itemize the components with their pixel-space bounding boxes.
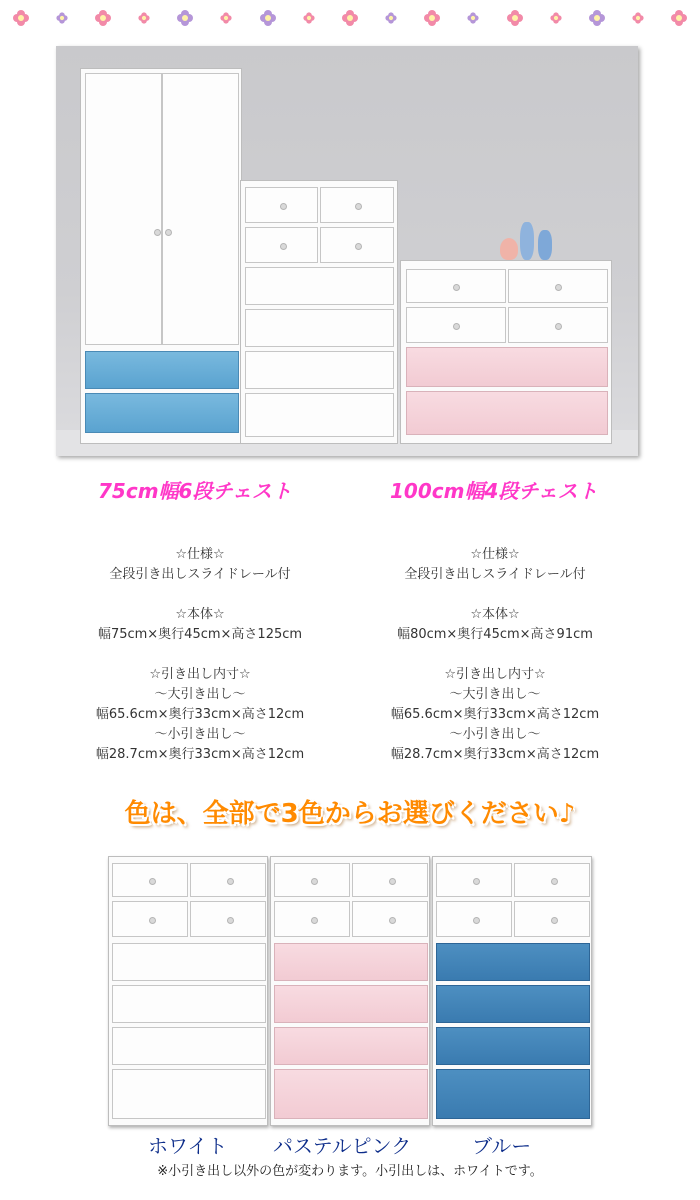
- small-drawer: [406, 269, 506, 303]
- flower-border: [0, 4, 700, 32]
- wardrobe-left-door: [85, 73, 162, 345]
- flower-icon: [589, 10, 605, 26]
- small-drawer: [352, 901, 428, 937]
- chest-blue: [432, 856, 592, 1126]
- chest-100cm: [400, 260, 612, 444]
- inner-title: ☆引き出し内寸☆: [149, 667, 251, 682]
- large-drawer: [112, 1069, 266, 1119]
- vase-blue: [520, 222, 534, 260]
- spec-title: ☆仕様☆: [175, 547, 225, 562]
- product-photo: [56, 46, 638, 456]
- flower-icon: [386, 12, 397, 23]
- product-caption-100cm: 100cm幅4段チェスト: [390, 479, 598, 503]
- pink-drawer: [406, 391, 608, 435]
- vase-blue: [538, 230, 552, 260]
- wardrobe: [80, 68, 242, 444]
- flower-icon: [550, 12, 561, 23]
- large-drawer: [245, 351, 394, 389]
- wardrobe-blue-drawer: [85, 393, 239, 433]
- wardrobe-right-door: [162, 73, 239, 345]
- small-drawer-label: ～小引き出し～: [154, 727, 246, 742]
- pink-drawer: [406, 347, 608, 387]
- pink-drawer: [274, 985, 428, 1023]
- flower-icon: [177, 10, 193, 26]
- product-caption-75cm: 75cm幅6段チェスト: [98, 479, 292, 503]
- pink-drawer: [274, 943, 428, 981]
- chest-white: [108, 856, 268, 1126]
- large-drawer: [245, 267, 394, 305]
- color-label-pastel-pink: パステルピンク: [273, 1134, 412, 1158]
- blue-drawer: [436, 943, 590, 981]
- small-drawer: [514, 863, 590, 897]
- flower-icon: [260, 10, 276, 26]
- large-drawer: [245, 309, 394, 347]
- flower-icon: [138, 12, 149, 23]
- small-drawer-size: 幅28.7cm×奥行33cm×高さ12cm: [95, 747, 305, 762]
- small-drawer-size: 幅28.7cm×奥行33cm×高さ12cm: [390, 747, 600, 762]
- spec-text: 全段引き出しスライドレール付: [109, 567, 291, 582]
- chest-75cm: [240, 180, 398, 444]
- color-label-white: ホワイト: [148, 1134, 228, 1158]
- inner-title: ☆引き出し内寸☆: [444, 667, 546, 682]
- spec-text: 全段引き出しスライドレール付: [404, 567, 586, 582]
- small-drawer: [112, 863, 188, 897]
- flower-icon: [507, 10, 523, 26]
- body-title: ☆本体☆: [470, 607, 520, 622]
- small-drawer: [508, 307, 608, 343]
- color-choice-banner: 色は、全部で3色からお選びください♪: [124, 799, 576, 829]
- small-drawer: [274, 901, 350, 937]
- small-drawer: [245, 227, 318, 263]
- small-drawer: [245, 187, 318, 223]
- flower-icon: [303, 12, 314, 23]
- small-drawer: [514, 901, 590, 937]
- large-drawer: [112, 943, 266, 981]
- blue-drawer: [436, 1027, 590, 1065]
- flower-icon: [221, 12, 232, 23]
- large-drawer-label: ～大引き出し～: [154, 687, 246, 702]
- small-drawer: [436, 863, 512, 897]
- large-drawer-size: 幅65.6cm×奥行33cm×高さ12cm: [390, 707, 600, 722]
- small-drawer: [190, 901, 266, 937]
- wardrobe-blue-drawer: [85, 351, 239, 389]
- flower-icon: [56, 12, 67, 23]
- vase-pink: [500, 238, 518, 260]
- pink-drawer: [274, 1069, 428, 1119]
- body-title: ☆本体☆: [175, 607, 225, 622]
- small-drawer: [320, 187, 394, 223]
- chest-pastel-pink: [270, 856, 430, 1126]
- blue-drawer: [436, 985, 590, 1023]
- small-drawer: [436, 901, 512, 937]
- color-variants-photo: [108, 856, 594, 1128]
- spec-column-100cm: [335, 545, 655, 765]
- wardrobe-knob: [154, 229, 161, 236]
- small-drawer: [274, 863, 350, 897]
- blue-drawer: [436, 1069, 590, 1119]
- spec-column-75cm: [40, 545, 360, 765]
- large-drawer: [112, 985, 266, 1023]
- small-drawer: [406, 307, 506, 343]
- small-drawer: [508, 269, 608, 303]
- flower-icon: [95, 10, 111, 26]
- flower-icon: [633, 12, 644, 23]
- small-drawer-label: ～小引き出し～: [449, 727, 541, 742]
- pink-drawer: [274, 1027, 428, 1065]
- small-drawer: [190, 863, 266, 897]
- small-drawer: [320, 227, 394, 263]
- flower-icon: [13, 10, 29, 26]
- body-text: 幅80cm×奥行45cm×高さ91cm: [397, 627, 593, 642]
- large-drawer: [112, 1027, 266, 1065]
- large-drawer-label: ～大引き出し～: [449, 687, 541, 702]
- color-note: ※小引き出し以外の色が変わります。小引出しは、ホワイトです。: [157, 1164, 543, 1179]
- wardrobe-knob: [165, 229, 172, 236]
- large-drawer-size: 幅65.6cm×奥行33cm×高さ12cm: [95, 707, 305, 722]
- large-drawer: [245, 393, 394, 437]
- flower-icon: [671, 10, 687, 26]
- body-text: 幅75cm×奥行45cm×高さ125cm: [97, 627, 303, 642]
- flower-icon: [342, 10, 358, 26]
- flower-icon: [468, 12, 479, 23]
- spec-title: ☆仕様☆: [470, 547, 520, 562]
- color-label-blue: ブルー: [472, 1134, 532, 1158]
- small-drawer: [352, 863, 428, 897]
- flower-icon: [424, 10, 440, 26]
- small-drawer: [112, 901, 188, 937]
